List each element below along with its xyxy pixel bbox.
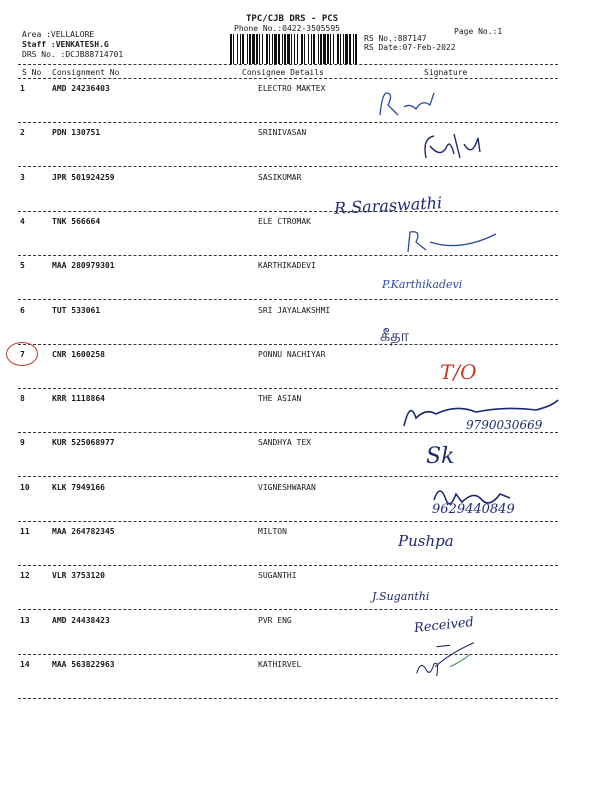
row-divider [18, 476, 558, 477]
barcode-bar [291, 34, 292, 64]
row-divider [18, 299, 558, 300]
header-divider-bottom [18, 78, 558, 79]
signature-row-3: R.Saraswathi [333, 193, 443, 218]
signature-row-1 [370, 85, 550, 125]
barcode-bar [266, 34, 268, 64]
row-sno: 9 [20, 438, 25, 447]
row-sno: 5 [20, 261, 25, 270]
signature-row-4 [400, 222, 580, 262]
row-sno: 7 [20, 350, 25, 359]
barcode-bar [304, 34, 305, 64]
barcode-bar [301, 34, 303, 64]
barcode-bar [343, 34, 344, 64]
signature-row-8-phone: 9790030669 [466, 418, 543, 432]
area-label: Area :VELLALORE [22, 30, 95, 39]
barcode-bar [327, 34, 329, 64]
barcode-bar [237, 34, 238, 64]
drs-number: DRS No. :DCJB88714701 [22, 50, 124, 59]
page-number: Page No.:1 [454, 27, 503, 36]
barcode-bar [333, 34, 334, 64]
barcode-bar [294, 34, 295, 64]
barcode-bar [269, 34, 270, 64]
barcode-bar [337, 34, 339, 64]
row-sno: 8 [20, 394, 25, 403]
barcode-bar [353, 34, 354, 64]
row-divider [18, 344, 558, 345]
barcode-bar [311, 34, 312, 64]
row-sno: 14 [20, 660, 30, 669]
signature-row-11: Pushpa [398, 532, 454, 550]
row-divider [18, 388, 558, 389]
row-consignee: SRINIVASAN [258, 128, 307, 137]
signature-row-7: T/O [440, 360, 477, 384]
barcode-bar [330, 34, 331, 64]
row-7-circle-mark [6, 342, 38, 366]
row-sno: 12 [20, 571, 30, 580]
row-consignee: SASIKUMAR [258, 173, 302, 182]
row-sno: 6 [20, 306, 25, 315]
document-title: TPC/CJB DRS - PCS [246, 14, 339, 24]
row-sno: 1 [20, 84, 25, 93]
barcode-bar [340, 34, 341, 64]
row-consignee: PONNU NACHIYAR [258, 350, 326, 359]
row-consignee: MILTON [258, 527, 287, 536]
barcode-bar [284, 34, 286, 64]
row-divider [18, 211, 558, 212]
barcode-bar [262, 34, 263, 64]
rs-date: RS Date:07-Feb-2022 [364, 43, 456, 52]
row-consignee: PVR ENG [258, 616, 292, 625]
signature-row-13: Received [413, 614, 475, 637]
col-consignee: Consignee Details [242, 68, 324, 77]
row-consignment-no: CNR 1600258 [52, 350, 105, 359]
row-consignment-no: KRR 1118864 [52, 394, 105, 403]
row-sno: 13 [20, 616, 30, 625]
row-consignee: KATHIRVEL [258, 660, 302, 669]
row-sno: 10 [20, 483, 30, 492]
row-consignee: ELE CTROMAK [258, 217, 311, 226]
signature-row-14 [380, 640, 560, 680]
barcode-bar [349, 34, 351, 64]
row-consignment-no: JPR 501924259 [52, 173, 115, 182]
staff-label: Staff :VENKATESH.G [22, 40, 109, 49]
row-consignment-no: AMD 24438423 [52, 616, 110, 625]
row-consignee: VIGNESHWARAN [258, 483, 316, 492]
rs-number: RS No.:887147 [364, 34, 427, 43]
barcode-bar [318, 34, 319, 64]
barcode-bar [345, 34, 348, 64]
row-consignee: ELECTRO MAKTEX [258, 84, 326, 93]
header-divider [18, 64, 558, 65]
barcode-bar [230, 34, 232, 64]
barcode-bar [274, 34, 277, 64]
row-consignment-no: KUR 525068977 [52, 438, 115, 447]
col-consignment: Consignment No [52, 68, 120, 77]
barcode-bar [282, 34, 283, 64]
row-consignment-no: MAA 563822963 [52, 660, 115, 669]
row-consignment-no: KLK 7949166 [52, 483, 105, 492]
col-sno: S No [22, 68, 42, 77]
row-consignment-no: TUT 533061 [52, 306, 101, 315]
barcode-bar [233, 34, 234, 64]
barcode [230, 34, 360, 64]
barcode-bar [323, 34, 326, 64]
signature-row-6: கீதா [380, 326, 410, 345]
signature-row-10-phone: 9629440849 [432, 502, 515, 517]
row-consignment-no: AMD 24236403 [52, 84, 110, 93]
row-sno: 3 [20, 173, 25, 182]
barcode-bar [320, 34, 322, 64]
signature-row-5: P.Karthikadevi [382, 278, 463, 291]
row-divider [18, 565, 558, 566]
barcode-bar [297, 34, 298, 64]
row-consignee: THE ASIAN [258, 394, 302, 403]
barcode-bar [313, 34, 315, 64]
row-consignment-no: TNK 566664 [52, 217, 101, 226]
barcode-bar [252, 34, 255, 64]
phone-number: Phone No.:0422-3505595 [234, 24, 340, 33]
row-sno: 11 [20, 527, 30, 536]
signature-row-9: Sk [426, 444, 455, 469]
signature-row-12: J.Suganthi [372, 590, 430, 603]
row-consignee: KARTHIKADEVI [258, 261, 316, 270]
barcode-bar [308, 34, 309, 64]
barcode-bar [259, 34, 260, 64]
row-divider [18, 521, 558, 522]
row-consignment-no: PDN 130751 [52, 128, 101, 137]
row-consignment-no: MAA 280979301 [52, 261, 115, 270]
row-divider [18, 698, 558, 699]
row-consignee: SRI JAYALAKSHMI [258, 306, 331, 315]
row-sno: 2 [20, 128, 25, 137]
row-consignment-no: MAA 264782345 [52, 527, 115, 536]
row-consignment-no: VLR 3753120 [52, 571, 105, 580]
barcode-bar [287, 34, 290, 64]
barcode-bar [249, 34, 251, 64]
row-sno: 4 [20, 217, 25, 226]
row-consignee: SANDHYA TEX [258, 438, 311, 447]
barcode-bar [272, 34, 273, 64]
row-divider [18, 609, 558, 610]
barcode-bar [247, 34, 248, 64]
row-consignee: SUGANTHI [258, 571, 297, 580]
barcode-bar [355, 34, 357, 64]
signature-row-2 [420, 128, 600, 168]
barcode-bar [242, 34, 244, 64]
barcode-bar [240, 34, 241, 64]
barcode-bar [278, 34, 280, 64]
barcode-bar [256, 34, 258, 64]
col-signature: Signature [424, 68, 468, 77]
